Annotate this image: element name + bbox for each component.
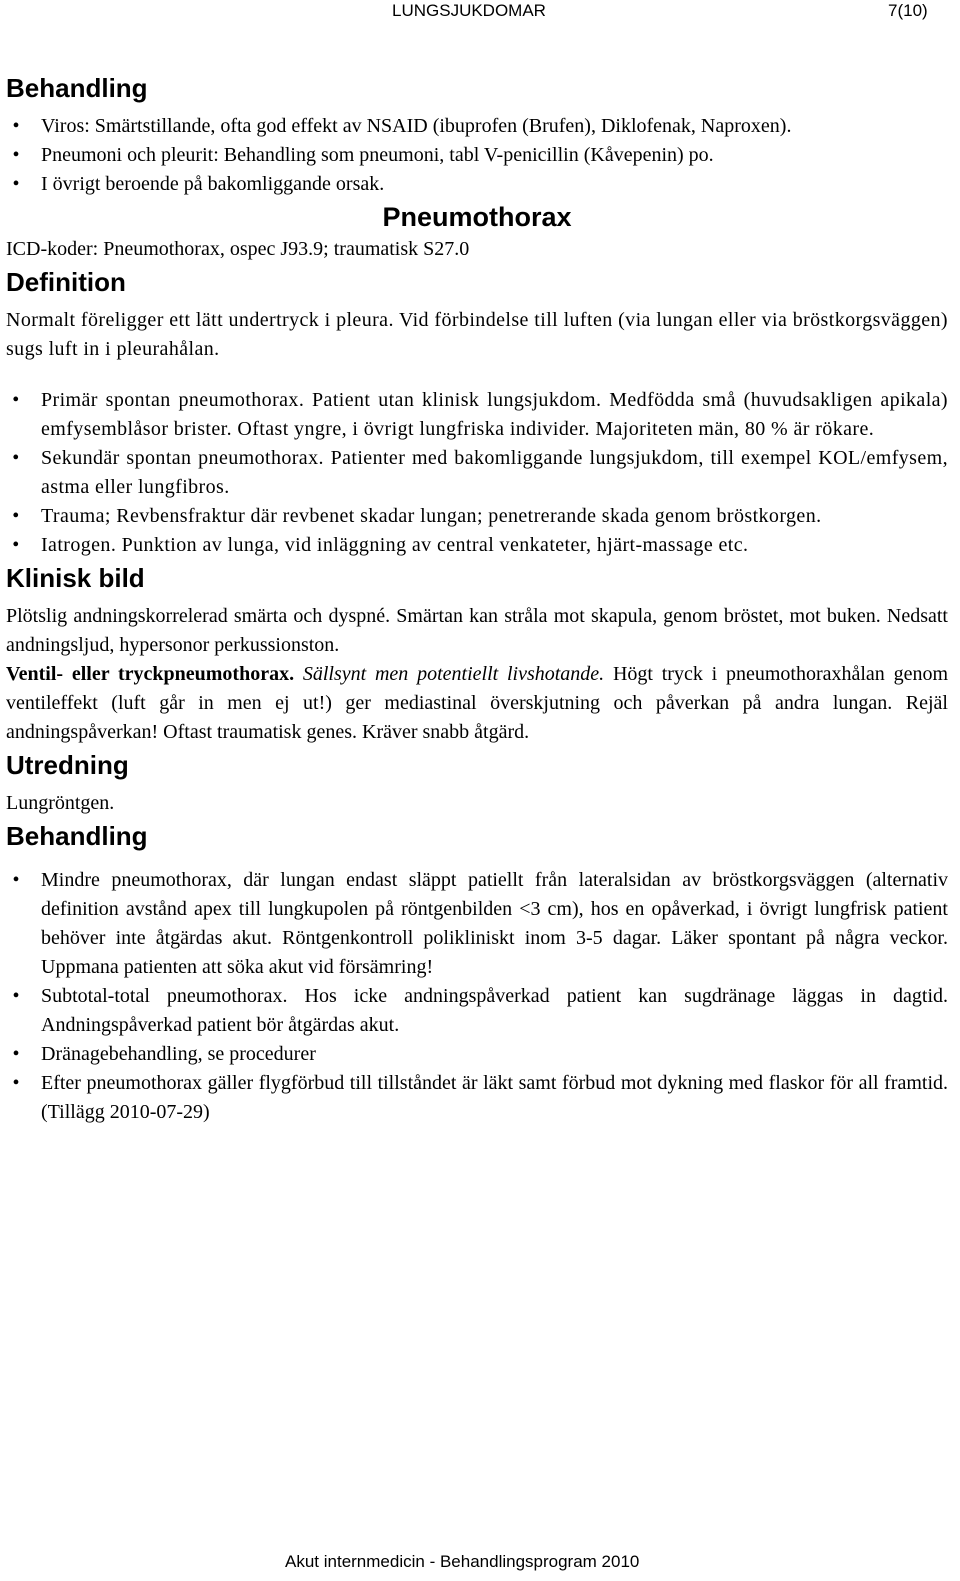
klinisk-text: Plötslig andningskorrelerad smärta och dyspné. Smärtan kan stråla mot skapula, genom bröstet, mot buken. Nedsatt andningsljud, hypersonor perkussionston. <box>6 605 948 656</box>
bullet-icon: • <box>12 1043 20 1065</box>
section-heading-klinisk-bild: Klinisk bild <box>6 563 145 593</box>
section-heading-behandling: Behandling <box>6 73 148 103</box>
list-item-text: Sekundär spontan pneumothorax. Patienter med bakomliggande lungsjukdom, till exempel KOL/emfysem, astma eller lungfibros. <box>41 447 948 498</box>
page-footer: Akut internmedicin - Behandlingsprogram 2010 <box>285 1552 640 1571</box>
behandling-2-list <box>6 866 948 1127</box>
chapter-title: Pneumothorax <box>382 202 572 232</box>
section-heading-definition: Definition <box>6 267 126 297</box>
definition-list <box>6 386 948 560</box>
list-item <box>6 112 948 141</box>
bullet-icon: • <box>12 115 20 137</box>
list-item-text: Dränagebehandling, se procedurer <box>41 1043 316 1065</box>
section-heading-utredning: Utredning <box>6 750 129 780</box>
header-title: LUNGSJUKDOMAR <box>392 1 546 20</box>
list-item-text: Iatrogen. Punktion av lunga, vid inläggning av central venkateter, hjärt-massage etc. <box>41 534 749 556</box>
list-item-text: Viros: Smärtstillande, ofta god effekt av NSAID (ibuprofen (Brufen), Diklofenak, Naproxen). <box>41 115 792 137</box>
bullet-icon: • <box>12 173 20 195</box>
list-item <box>6 170 948 199</box>
list-item-text: Pneumoni och pleurit: Behandling som pneumoni, tabl V-penicillin (Kåvepenin) po. <box>41 144 714 166</box>
list-item-text: Mindre pneumothorax, där lungan endast släppt patiellt från lateralsidan av bröstkorgsväggen (alternativ definition avstånd apex till lungkupolen på röntgenbilden <3 cm), hos en opåverkad, i övrigt lungfrisk patient behöver inte åtgärdas akut. Röntgenkontroll polikliniskt inom 3-5 dagar. Läker spontant på några veckor. Uppmana patienten att söka akut vid försämring! <box>41 869 948 978</box>
definition-text: Normalt föreligger ett lätt undertryck i pleura. Vid förbindelse till luften (via lungan eller via bröstkorgsväggen) sugs luft in i pleurahålan. <box>6 309 948 360</box>
icd-codes: ICD-koder: Pneumothorax, ospec J93.9; traumatisk S27.0 <box>6 238 470 260</box>
list-item <box>6 1069 948 1127</box>
list-item-text: Subtotal-total pneumothorax. Hos icke andningspåverkad patient kan sugdränage läggas in dagtid. Andningspåverkad patient bör åtgärdas akut. <box>41 985 948 1036</box>
behandling-list <box>6 112 948 199</box>
bullet-icon: • <box>12 447 20 469</box>
list-item <box>6 1040 948 1069</box>
bullet-icon: • <box>12 1072 20 1094</box>
list-item-text: Primär spontan pneumothorax. Patient utan klinisk lungsjukdom. Medfödda små (huvudsakligen apikala) emfysemblåsor brister. Oftast yngre, i övrigt lungfriska individer. Majoriteten män, 80 % är rökare. <box>41 389 948 440</box>
list-item <box>6 531 948 560</box>
ventil-rest-text: Högt tryck i pneumothoraxhålan genom ventileffekt (luft går in men ej ut!) ger mediastinal överskjutning och påverkan på andra lungan. Rejäl andningspåverkan! Oftast traumatisk genes. Kräver snabb åtgärd. <box>6 663 948 743</box>
utredning-text: Lungröntgen. <box>6 792 115 814</box>
list-item <box>6 141 948 170</box>
list-item-text: Efter pneumothorax gäller flygförbud till tillståndet är läkt samt förbud mot dykning med flaskor för all framtid. (Tillägg 2010-07-29) <box>41 1072 948 1123</box>
list-item-text: I övrigt beroende på bakomliggande orsak. <box>41 173 385 195</box>
page-header <box>0 0 960 22</box>
ventil-bold-text: Ventil- eller tryckpneumothorax. <box>6 663 295 685</box>
list-item <box>6 866 948 982</box>
page-content <box>6 70 948 1127</box>
list-item <box>6 444 948 502</box>
section-heading-behandling-2: Behandling <box>6 821 148 851</box>
ventil-paragraph <box>6 660 948 747</box>
header-page-number: 7(10) <box>888 1 928 20</box>
list-item <box>6 502 948 531</box>
bullet-icon: • <box>12 505 20 527</box>
bullet-icon: • <box>12 534 20 556</box>
list-item <box>6 386 948 444</box>
bullet-icon: • <box>12 985 20 1007</box>
list-item <box>6 982 948 1040</box>
ventil-italic-text: Sällsynt men potentiellt livshotande. <box>302 663 605 685</box>
bullet-icon: • <box>12 869 20 891</box>
bullet-icon: • <box>12 144 20 166</box>
bullet-icon: • <box>12 389 20 411</box>
list-item-text: Trauma; Revbensfraktur där revbenet skadar lungan; penetrerande skada genom bröstkorgen. <box>41 505 822 527</box>
